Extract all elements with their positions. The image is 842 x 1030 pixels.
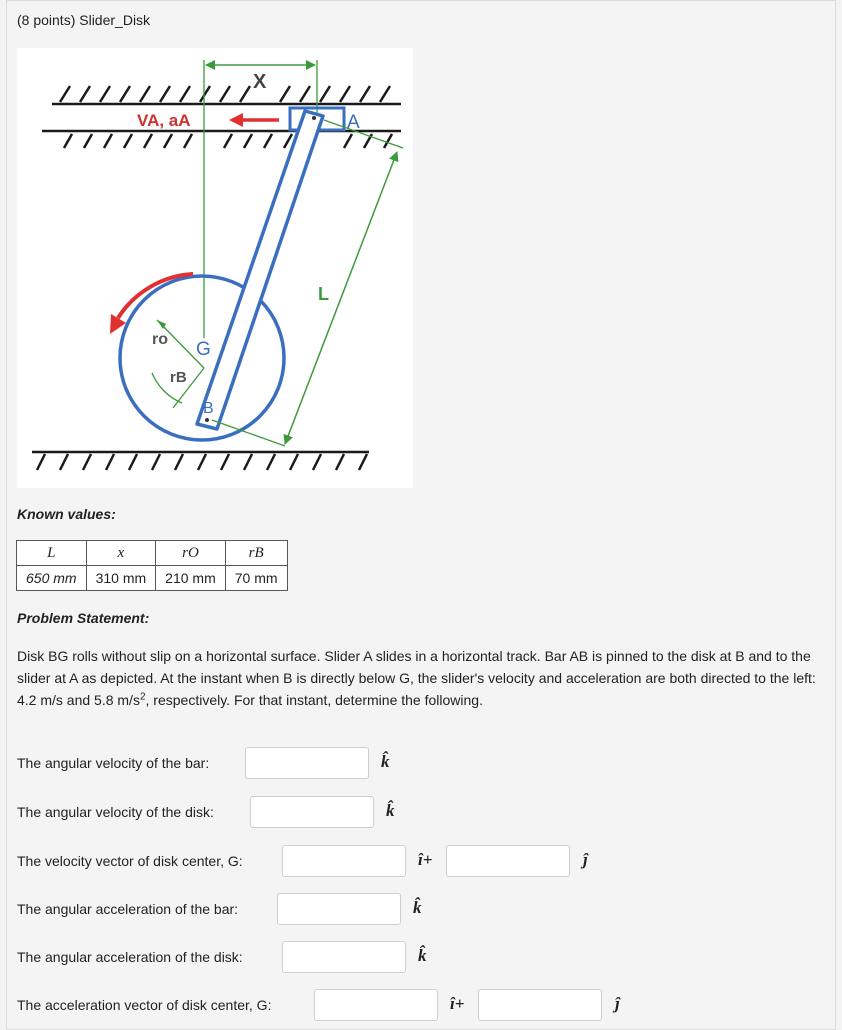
g-velocity-i-input[interactable] (282, 845, 406, 877)
ro-label: ro (152, 331, 168, 348)
header-l: L (17, 541, 87, 566)
disk-angular-velocity-input[interactable] (250, 796, 374, 828)
disk-rotation-arrow (118, 274, 193, 318)
header-rb: rB (225, 541, 287, 566)
ground-hatching (37, 454, 367, 470)
slider-velocity-arrowhead (229, 113, 243, 127)
rb-label: rB (170, 369, 187, 386)
g-acceleration-i-input[interactable] (314, 989, 438, 1021)
x-label: X (253, 71, 267, 93)
i-hat-unit: î+ (450, 994, 465, 1013)
pin-b (205, 418, 209, 422)
problem-statement-text (17, 645, 829, 711)
known-values-table (16, 540, 288, 591)
l-label: L (318, 284, 329, 304)
known-values-heading: Known values: (17, 506, 116, 522)
header-x: x (86, 541, 156, 566)
k-hat-unit: k̂ (418, 946, 427, 965)
k-hat-unit: k̂ (413, 898, 422, 917)
i-hat-unit: î+ (418, 850, 433, 869)
question-disk-angular-velocity: The angular velocity of the disk: (17, 804, 214, 820)
pin-a (312, 116, 316, 120)
bar-angular-acceleration-input[interactable] (277, 893, 401, 925)
k-hat-unit: k̂ (381, 752, 390, 771)
velocity-acceleration-label: VA, aA (137, 111, 191, 130)
value-rb: 70 mm (225, 566, 287, 591)
j-hat-unit: ĵ (583, 850, 588, 869)
problem-text-end: , respectively. For that instant, determine the following. (145, 692, 483, 708)
question-disk-angular-acceleration: The angular acceleration of the disk: (17, 949, 243, 965)
g-velocity-j-input[interactable] (446, 845, 570, 877)
question-g-velocity-vector: The velocity vector of disk center, G: (17, 853, 243, 869)
k-hat-unit: k̂ (386, 801, 395, 820)
mechanism-diagram (17, 48, 413, 488)
value-ro: 210 mm (156, 566, 226, 591)
disk-angular-acceleration-input[interactable] (282, 941, 406, 973)
l-dimension-arrow (285, 152, 397, 444)
problem-statement-heading: Problem Statement: (17, 610, 150, 626)
header-ro: rO (156, 541, 226, 566)
problem-title: (8 points) Slider_Disk (17, 12, 151, 28)
upper-track-hatching (60, 86, 390, 102)
table-value-row (17, 566, 288, 591)
g-acceleration-j-input[interactable] (478, 989, 602, 1021)
question-bar-angular-velocity: The angular velocity of the bar: (17, 755, 210, 771)
value-l: 650 mm (17, 566, 87, 591)
problem-text-main: Disk BG rolls without slip on a horizontal surface. Slider A slides in a horizontal track. Bar AB is pinned to the disk at B and to the slider at A as depicted. At the instant when B is directly below G, the slider's velocity and acceleration are both directed to the left: 4.2 m/s and 5.8 m/s (17, 648, 816, 708)
question-g-acceleration-vector: The acceleration vector of disk center, G: (17, 997, 272, 1013)
b-label: B (203, 400, 214, 417)
lower-track-hatching (64, 134, 392, 148)
bar-angular-velocity-input[interactable] (245, 747, 369, 779)
value-x: 310 mm (86, 566, 156, 591)
g-label: G (196, 339, 211, 360)
problem-text-sup: 2 (139, 691, 146, 703)
j-hat-unit: ĵ (615, 994, 620, 1013)
question-bar-angular-acceleration: The angular acceleration of the bar: (17, 901, 239, 917)
slider-a-label: A (347, 112, 360, 133)
slider-disk-figure (17, 48, 413, 488)
table-header-row (17, 541, 288, 566)
bar-ab (197, 111, 323, 429)
